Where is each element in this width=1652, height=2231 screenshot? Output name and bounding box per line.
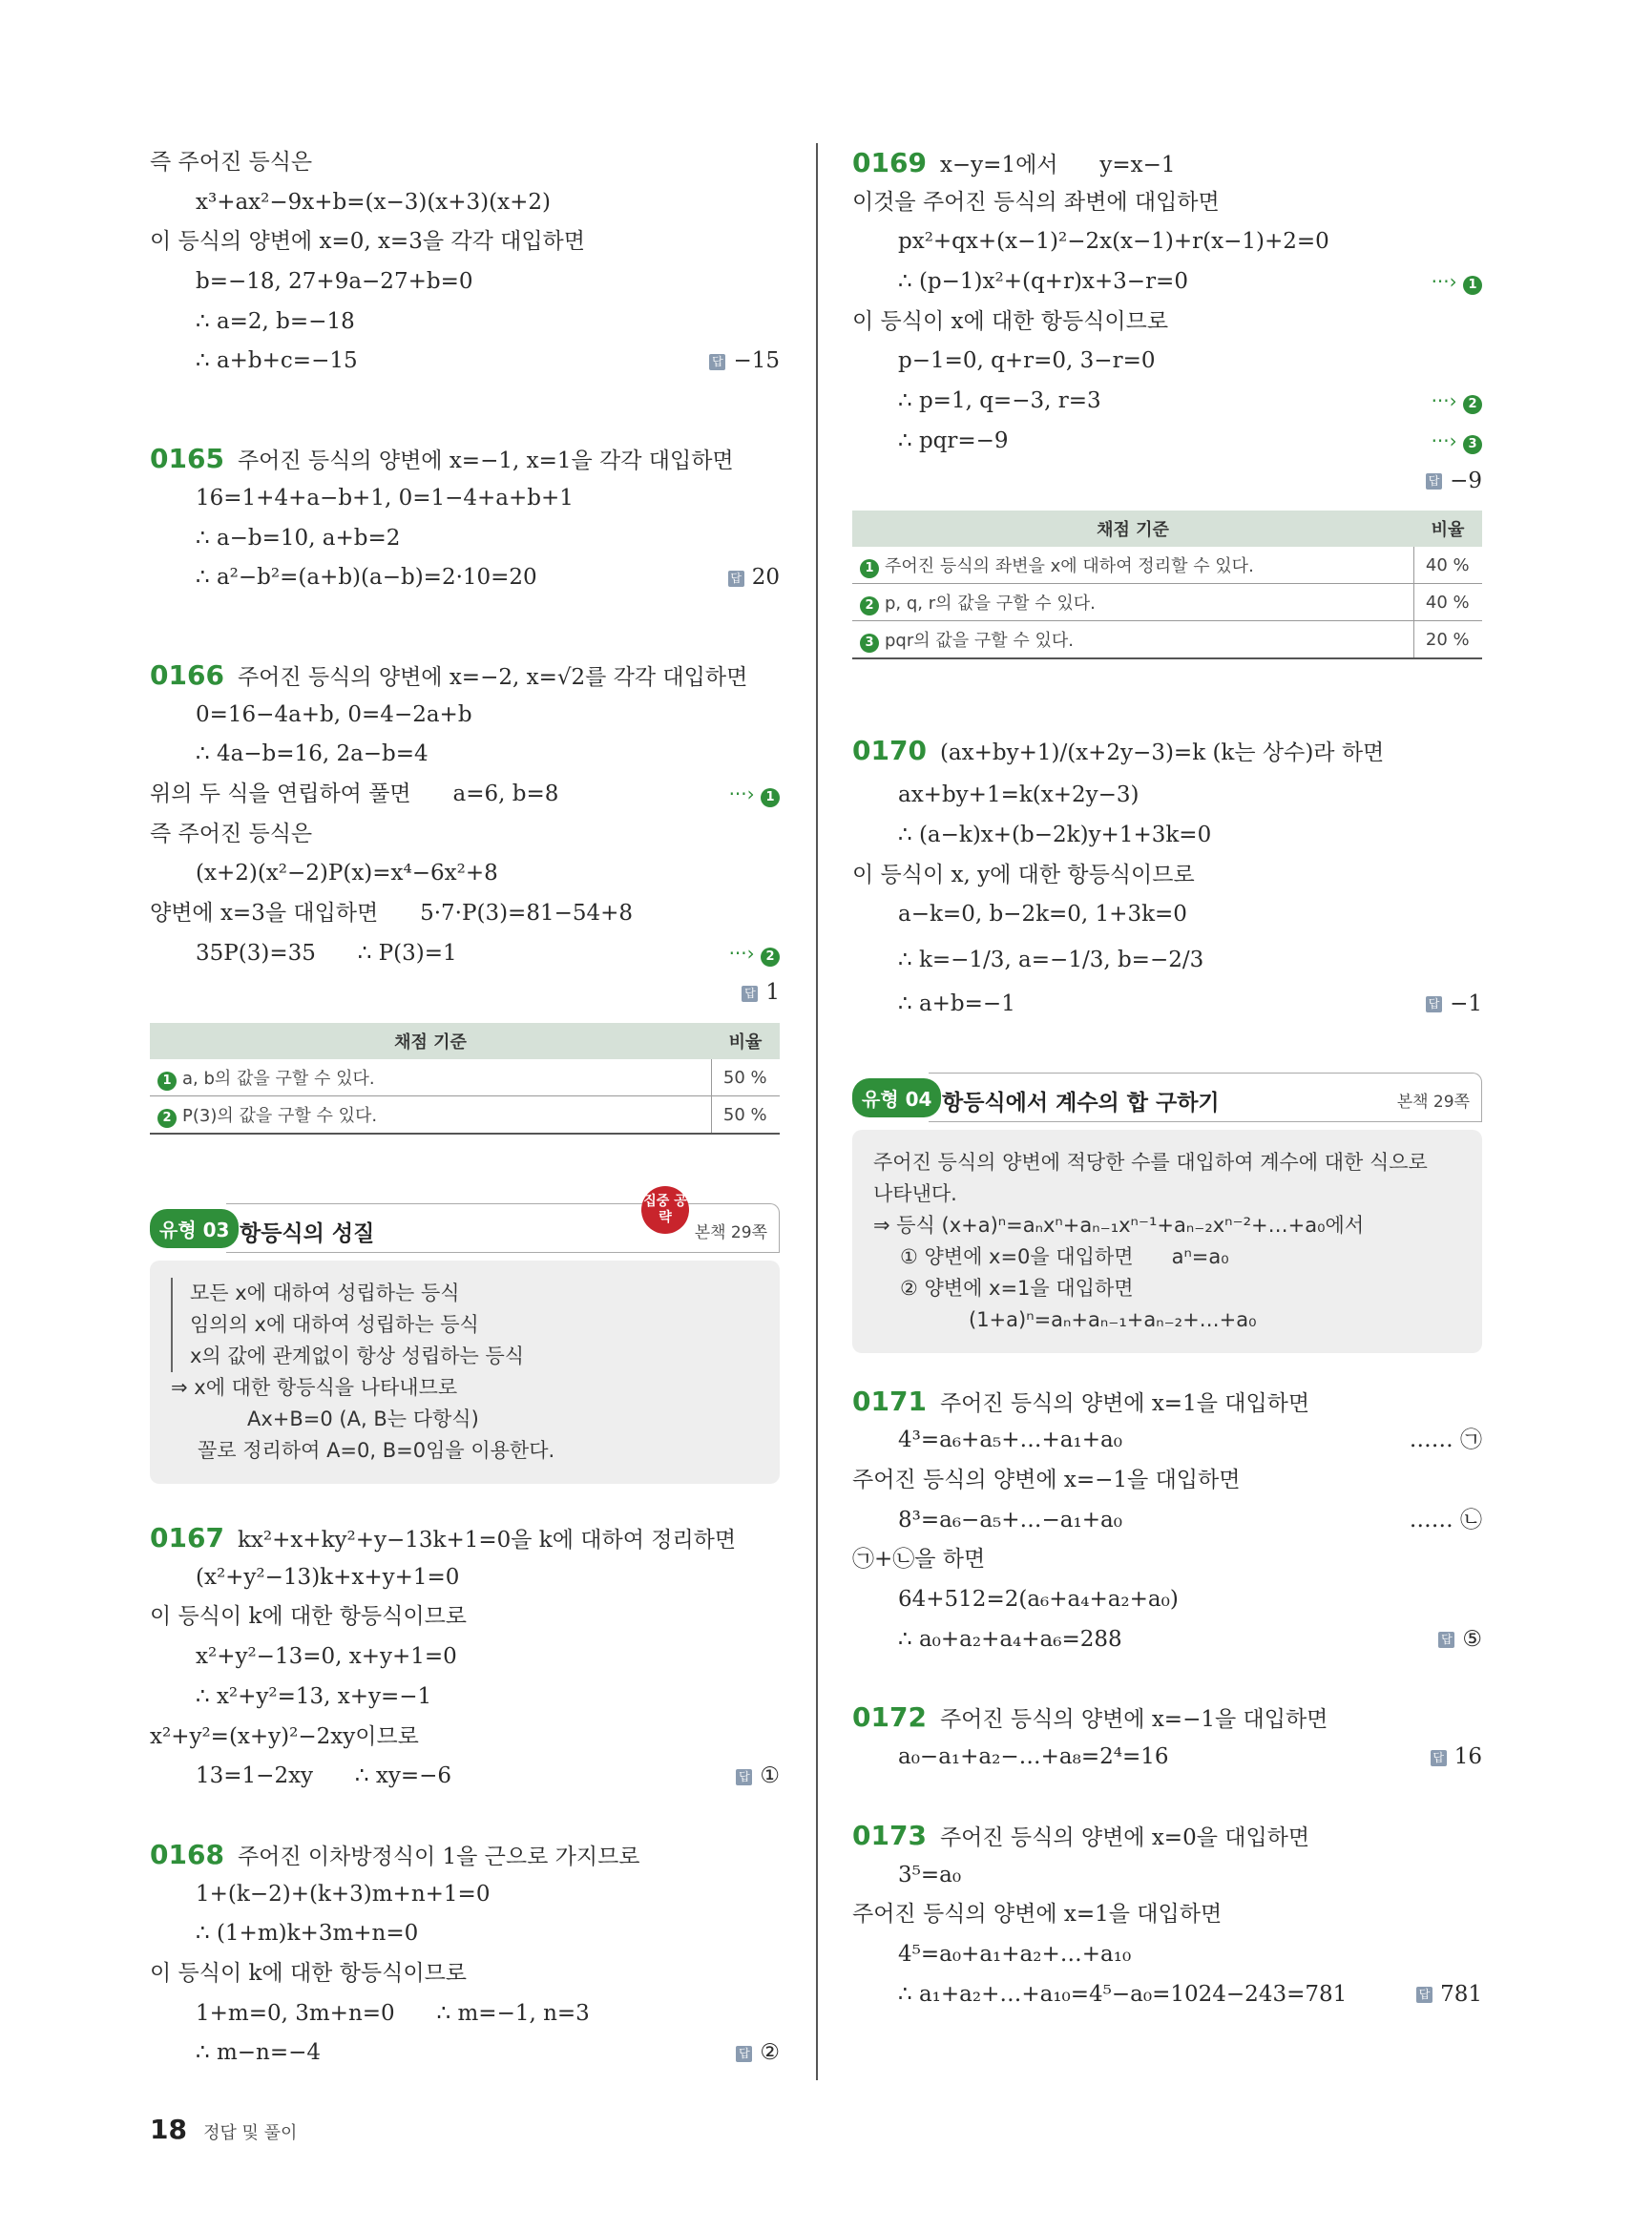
- table-row: 2 P(3)의 값을 구할 수 있다. 50 %: [150, 1096, 780, 1135]
- table-row: 2 p, q, r의 값을 구할 수 있다. 40 %: [852, 584, 1482, 621]
- answer-icon: 답: [1426, 473, 1442, 490]
- grading-table: [852, 511, 1482, 659]
- type-summary-box: 주어진 등식의 양변에 적당한 수를 대입하여 계수에 대한 식으로 나타낸다. ⇒ 등식 (x+a)ⁿ=aₙxⁿ+aₙ₋₁xⁿ⁻¹+aₙ₋₂xⁿ⁻²+…+a₀에서 ① 양변에 x=0을 대입하면 aⁿ=a₀ ② 양변에 x=1을 대입하면 (1+a)ⁿ=aₙ+aₙ₋₁+aₙ₋₂+…+a₀: [852, 1130, 1482, 1353]
- answer-line: [852, 462, 1482, 502]
- text-line: 양변에 x=3을 대입하면 5·7·P(3)=81−54+8: [150, 901, 634, 926]
- section-title: 정답 및 풀이: [203, 2123, 298, 2143]
- type-summary-box: 모든 x에 대하여 성립하는 등식 임의의 x에 대하여 성립하는 등식 x의 값에 관계없이 항상 성립하는 등식 ⇒ x에 대한 항등식을 나타내므로 Ax+B=0 (A, B는 다항식) 꼴로 정리하여 A=0, B=0임을 이용한다.: [150, 1261, 780, 1484]
- answer: 답 781: [1416, 1975, 1482, 2015]
- table-row: 3 pqr의 값을 구할 수 있다. 20 %: [852, 621, 1482, 659]
- table-header: 비율: [711, 1023, 780, 1059]
- equation: (x+2)(x²−2)P(x)=x⁴−6x²+8: [196, 861, 498, 886]
- equation: ∴ k=−1/3, a=−1/3, b=−2/3: [898, 947, 1204, 972]
- problem-number: 0169: [852, 147, 927, 178]
- text-line: 즉 주어진 등식은: [150, 150, 313, 175]
- equation: 4⁵=a₀+a₁+a₂+…+a₁₀: [898, 1941, 1132, 1967]
- step-marker: ···› 2: [729, 934, 780, 974]
- answer: 답 20: [728, 558, 780, 598]
- equation: ∴ a+b+c=−15 답 −15: [150, 342, 780, 382]
- equation: 13=1−2xy ∴ xy=−6 답 ①: [150, 1757, 780, 1797]
- table-row: 1 주어진 등식의 좌변을 x에 대하여 정리할 수 있다. 40 %: [852, 547, 1482, 584]
- problem-number: 0172: [852, 1701, 927, 1734]
- answer-icon: 답: [736, 1769, 752, 1785]
- answer: 답 16: [1431, 1738, 1482, 1778]
- table-header: 채점 기준: [852, 511, 1413, 547]
- answer: 답 ⑤: [1438, 1620, 1482, 1660]
- problem-number: 0166: [150, 658, 224, 691]
- problem-0166: 0166 주어진 등식의 양변에 x=−2, x=√2를 각각 대입하면: [150, 658, 748, 691]
- equation: b=−18, 27+9a−27+b=0: [196, 269, 473, 295]
- answer-icon: 답: [1426, 996, 1442, 1012]
- equation: a−k=0, b−2k=0, 1+3k=0: [898, 902, 1187, 928]
- text-line: 이 등식이 k에 대한 항등식이므로: [150, 1960, 468, 1986]
- text-line: 이 등식이 x에 대한 항등식이므로: [852, 308, 1169, 334]
- equation: ∴ a²−b²=(a+b)(a−b)=2·10=20 답 20: [150, 558, 780, 598]
- text-line: 주어진 등식의 양변에 x=1을 대입하면: [852, 1902, 1223, 1928]
- equation: ax+by+1=k(x+2y−3): [898, 782, 1140, 808]
- text-line: 주어진 등식의 양변에 x=−1을 대입하면: [852, 1468, 1241, 1492]
- equation: x³+ax²−9x+b=(x−3)(x+3)(x+2): [196, 189, 551, 215]
- right-column: [852, 143, 1482, 2014]
- problem-number: 0170: [852, 735, 927, 767]
- answer: 답 1: [742, 973, 780, 1013]
- table-row: 1 a, b의 값을 구할 수 있다. 50 %: [150, 1059, 780, 1096]
- equation: 0=16−4a+b, 0=4−2a+b: [196, 701, 472, 727]
- table-header: 채점 기준: [150, 1023, 711, 1059]
- problem-0169: 0169 x−y=1에서 y=x−1: [852, 147, 1176, 178]
- page-ref: 본책 29쪽: [1396, 1092, 1470, 1112]
- equation: ∴ (p−1)x²+(q+r)x+3−r=0 ···› 1: [852, 262, 1482, 302]
- equation: 4³=a₆+a₅+…+a₁+a₀ …… ㉠: [852, 1421, 1482, 1461]
- type-04-header: [852, 1073, 1482, 1124]
- equation-tag: …… ㉡: [1409, 1507, 1482, 1533]
- problem-number: 0165: [150, 443, 224, 475]
- equation: ∴ x²+y²=13, x+y=−1: [196, 1683, 432, 1709]
- text-line: 이 등식이 x, y에 대한 항등식이므로: [852, 862, 1195, 887]
- equation: 1+(k−2)+(k+3)m+n+1=0: [196, 1881, 491, 1907]
- equation: ∴ a=2, b=−18: [196, 308, 355, 334]
- problem-0167: 0167 kx²+x+ky²+y−13k+1=0을 k에 대하여 정리하면: [150, 1522, 737, 1554]
- equation: (x²+y²−13)k+x+y+1=0: [196, 1564, 460, 1590]
- type-tag: 유형 04: [852, 1078, 941, 1117]
- equation: ∴ a−b=10, a+b=2: [196, 525, 401, 551]
- answer-icon: 답: [736, 2046, 752, 2062]
- table-header: 비율: [1413, 511, 1482, 547]
- answer-icon: 답: [1438, 1632, 1454, 1648]
- equation: 64+512=2(a₆+a₄+a₂+a₀): [898, 1587, 1179, 1613]
- equation: p−1=0, q+r=0, 3−r=0: [898, 348, 1156, 374]
- problem-0172: 0172 주어진 등식의 양변에 x=−1을 대입하면: [852, 1701, 1328, 1734]
- step-marker: ···› 1: [729, 775, 780, 815]
- problem-number: 0167: [150, 1522, 224, 1554]
- equation: ∴ a+b=−1 답 −1: [852, 985, 1482, 1025]
- equation: 16=1+4+a−b+1, 0=1−4+a+b+1: [196, 485, 574, 511]
- answer-icon: 답: [1431, 1750, 1447, 1766]
- problem-0173: 0173 주어진 등식의 양변에 x=0을 대입하면: [852, 1819, 1310, 1851]
- left-column: [150, 143, 780, 2074]
- equation: a₀−a₁+a₂−…+a₈=2⁴=16 답 16: [852, 1738, 1482, 1778]
- equation: ∴ a₁+a₂+…+a₁₀=4⁵−a₀=1024−243=781 답 781: [852, 1975, 1482, 2015]
- equation: 8³=a₆−a₅+…−a₁+a₀ …… ㉡: [852, 1501, 1482, 1541]
- type-title: 항등식에서 계수의 합 구하기: [942, 1090, 1220, 1116]
- problem-number: 0171: [852, 1385, 927, 1417]
- text-line: 이 등식이 k에 대한 항등식이므로: [150, 1604, 468, 1630]
- answer-icon: 답: [1416, 1987, 1432, 2003]
- problem-0168: 0168 주어진 이차방정식이 1을 근으로 가지므로: [150, 1838, 640, 1870]
- problem-number: 0173: [852, 1819, 927, 1851]
- problem-0171: 0171 주어진 등식의 양변에 x=1을 대입하면: [852, 1385, 1310, 1417]
- problem-0170: 0170 (ax+by+1)/(x+2y−3)=k (k는 상수)라 하면: [852, 735, 1385, 767]
- answer: 답 −1: [1426, 985, 1482, 1025]
- equation: ∴ (a−k)x+(b−2k)y+1+3k=0: [898, 822, 1212, 847]
- answer: 답 −15: [709, 342, 780, 382]
- answer-icon: 답: [742, 986, 758, 1002]
- page-number: 18: [150, 2114, 187, 2145]
- type-tag: 유형 03: [150, 1209, 239, 1248]
- problem-0165: 0165 주어진 등식의 양변에 x=−1, x=1을 각각 대입하면: [150, 443, 734, 475]
- equation: ∴ m−n=−4 답 ②: [150, 2033, 780, 2074]
- answer: 답 −9: [1426, 462, 1482, 502]
- column-divider: [816, 143, 818, 2080]
- type-title: 항등식의 성질: [240, 1221, 375, 1247]
- equation: ∴ (1+m)k+3m+n=0: [196, 1921, 419, 1947]
- text-line: x²+y²=(x+y)²−2xy이므로: [150, 1723, 419, 1749]
- page-ref: 본책 29쪽: [694, 1223, 767, 1243]
- problem-number: 0168: [150, 1838, 224, 1870]
- equation: x²+y²−13=0, x+y+1=0: [196, 1644, 457, 1670]
- answer-icon: 답: [709, 354, 725, 370]
- type-03-header: [150, 1194, 780, 1255]
- equation: px²+qx+(x−1)²−2x(x−1)+r(x−1)+2=0: [898, 229, 1329, 255]
- grading-table: [150, 1023, 780, 1135]
- equation: 3⁵=a₀: [898, 1862, 962, 1887]
- equation: ∴ p=1, q=−3, r=3 ···› 2: [852, 382, 1482, 422]
- answer-line: [150, 973, 780, 1013]
- equation: 1+m=0, 3m+n=0 ∴ m=−1, n=3: [196, 2000, 590, 2026]
- answer: 답 ②: [736, 2033, 780, 2074]
- equation: ∴ pqr=−9 ···› 3: [852, 422, 1482, 462]
- equation: 35P(3)=35 ∴ P(3)=1 ···› 2: [150, 934, 780, 974]
- text-line: 이것을 주어진 등식의 좌변에 대입하면: [852, 189, 1220, 215]
- text-line: ㉠+㉡을 하면: [852, 1547, 986, 1573]
- step-marker: ···› 1: [1432, 262, 1482, 302]
- page-footer: [150, 2114, 297, 2145]
- answer: 답 ①: [736, 1757, 780, 1797]
- answer-icon: 답: [728, 571, 744, 587]
- step-marker: ···› 3: [1432, 422, 1482, 462]
- step-marker: ···› 2: [1432, 382, 1482, 422]
- equation: ∴ 4a−b=16, 2a−b=4: [196, 741, 429, 767]
- equation: ∴ a₀+a₂+a₄+a₆=288 답 ⑤: [852, 1620, 1482, 1660]
- text-line: 이 등식의 양변에 x=0, x=3을 각각 대입하면: [150, 229, 585, 255]
- text-line: 위의 두 식을 연립하여 풀면 a=6, b=8 ···› 1: [150, 775, 780, 815]
- text-line: 즉 주어진 등식은: [150, 821, 313, 846]
- focus-badge: 집중 공략: [641, 1186, 689, 1234]
- equation-tag: …… ㉠: [1409, 1428, 1482, 1453]
